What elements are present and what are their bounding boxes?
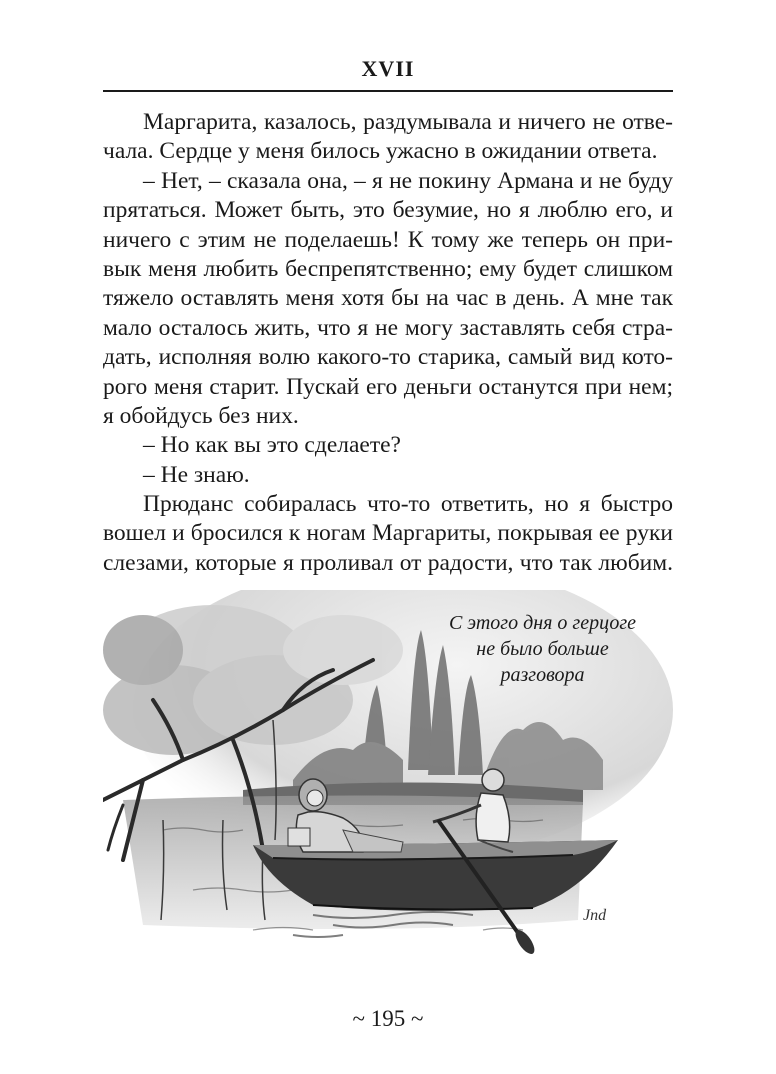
text-line: Маргарита, казалось, раздумывала и ничего не отве- [143,109,673,135]
text-line: – Нет, – сказала она, – я не покину Армана и не буду [143,167,673,194]
text-line: ничего с этим не поделаешь! К тому же теперь он при- [103,226,673,253]
caption-line: разговора [500,664,585,686]
body-text [103,108,673,578]
text-line: Прюданс собиралась что-то ответить, но я быстро [143,491,673,518]
header-divider [103,90,673,92]
text-line: – Но как вы это сделаете? [143,432,401,459]
text-line: – Не знаю. [143,461,250,488]
text-line: тяжело оставлять меня хотя бы на час в день. А мне так [103,285,673,312]
illustration-caption [440,610,645,688]
chapter-heading: XVII [361,56,415,81]
artist-signature: Jnd [583,907,607,924]
text-line: я обойдусь без них. [103,402,299,429]
text-line: мало осталось жить, что я не могу заставлять себя стра- [103,314,673,341]
text-line: прятаться. Может быть, это безумие, но я люблю его, и [103,197,673,224]
page-number: ~ 195 ~ [352,1006,424,1031]
text-line: рого меня старит. Пускай его деньги останутся при нем; [103,373,673,400]
caption-line: не было больше [476,638,609,660]
text-line: вошел и бросился к ногам Маргариты, покрывая ее руки [103,520,673,547]
text-line: чала. Сердце у меня билось ужасно в ожидании ответа. [103,138,658,165]
text-line: вык меня любить беспрепятственно; ему будет слишком [103,255,673,282]
caption-line: С этого дня о герцоге [448,612,637,634]
text-line: дать, исполняя волю какого-то старика, самый вид кото- [103,344,673,371]
text-line: слезами, которые я проливал от радости, что так любим. [103,549,673,576]
